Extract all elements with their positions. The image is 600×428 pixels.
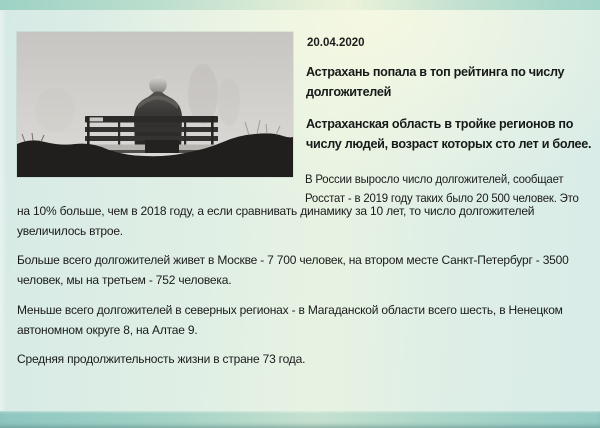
- paragraph-3-line-1: Меньше всего долгожителей в северных регионах - в Магаданской области всего шесть, в Ненецком: [17, 303, 563, 317]
- paragraph-2-line-1: Больше всего долгожителей живет в Москве - 7 700 человек, на втором месте Санкт-Петербург - 3500: [17, 253, 569, 267]
- paragraph-1-line-2: Росстат - в 2019 году таких было 20 500 человек. Это: [305, 191, 579, 205]
- subheadline-line-2: числу людей, возраст которых сто лет и более.: [306, 136, 592, 151]
- bottom-border-band: [0, 411, 600, 428]
- paragraph-1-line-4: увеличилось втрое.: [17, 224, 123, 238]
- man-on-bench-photo: [17, 32, 293, 177]
- paragraph-3-line-2: автономном округе 8, на Алтае 9.: [17, 323, 198, 337]
- paragraph-1-line-1: В России выросло число долгожителей, сообщает: [305, 172, 564, 186]
- left-edge-highlight: [0, 10, 7, 411]
- headline-line-1: Астрахань попала в топ рейтинга по числу: [306, 64, 565, 79]
- subheadline-line-1: Астраханская область в тройке регионов по: [306, 116, 574, 131]
- paragraph-2-line-2: человек, мы на третьем - 752 человека.: [17, 273, 232, 287]
- bench-photo-illustration: [17, 32, 293, 177]
- headline-line-2: долгожителей: [306, 84, 392, 99]
- paragraph-4-line-1: Средняя продолжительность жизни в стране 73 года.: [17, 352, 306, 366]
- top-border-band: [0, 0, 600, 10]
- paragraph-1-line-3: на 10% больше, чем в 2018 году, а если сравнивать динамику за 10 лет, то число долгожителей: [17, 204, 535, 218]
- article-date: 20.04.2020: [307, 37, 365, 49]
